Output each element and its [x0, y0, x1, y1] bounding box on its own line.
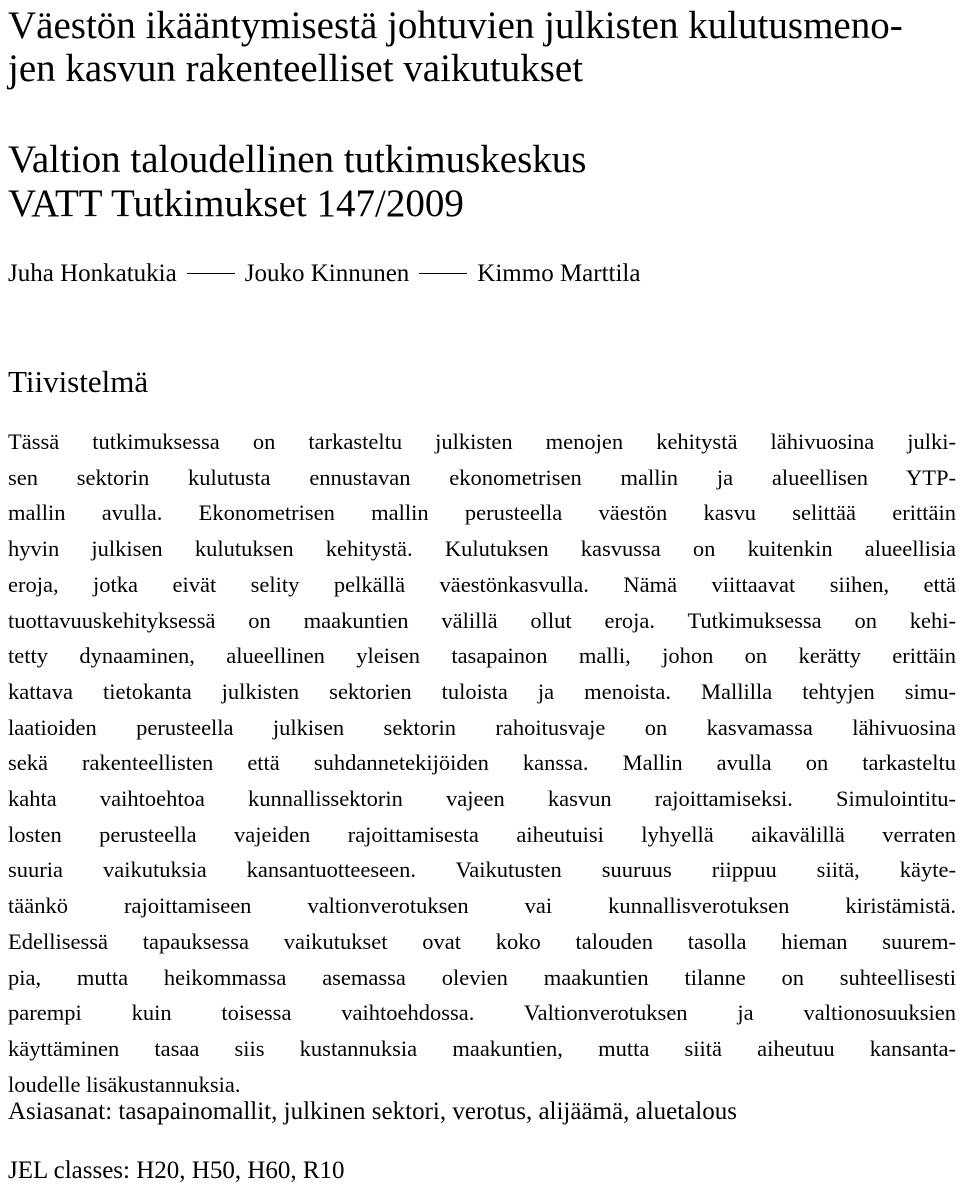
jel-classes-line: JEL classes: H20, H50, H60, R10 — [8, 1157, 345, 1184]
keywords-line: Asiasanat: tasapainomallit, julkinen sektori, verotus, alijäämä, aluetalous — [8, 1098, 737, 1125]
abstract-line: mallin avulla. Ekonometrisen mallin perusteella väestön kasvu selittää erittäin — [8, 500, 956, 526]
abstract-body — [8, 424, 956, 1102]
abstract-line: losten perusteella vajeiden rajoittamisesta aiheutuisi lyhyellä aikavälillä verraten — [8, 821, 956, 847]
document-title — [8, 4, 903, 90]
abstract-line: suuria vaikutuksia kansantuotteeseen. Vaikutusten suuruus riippuu siitä, käyte- — [8, 857, 956, 883]
author-name: Kimmo Marttila — [477, 260, 641, 287]
publisher-block — [8, 138, 586, 226]
series-number: VATT Tutkimukset 147/2009 — [8, 182, 464, 225]
author-name: Juha Honkatukia — [8, 260, 177, 287]
abstract-line: sekä rakenteellisten että suhdannetekijöiden kanssa. Mallin avulla on tarkasteltu — [8, 750, 956, 776]
institute-name: Valtion taloudellinen tutkimuskeskus — [8, 138, 587, 181]
abstract-line: käyttäminen tasaa siis kustannuksia maakuntien, mutta siitä aiheutuu kansanta- — [8, 1035, 956, 1061]
abstract-line: Edellisessä tapauksessa vaikutukset ovat koko talouden tasolla hieman suurem- — [8, 928, 956, 954]
title-line: Väestön ikääntymisestä johtuvien julkisten kulutusmeno- — [8, 4, 903, 47]
author-separator — [187, 273, 235, 274]
author-separator — [419, 273, 467, 274]
abstract-line: kattava tietokanta julkisten sektorien tuloista ja menoista. Mallilla tehtyjen simu- — [8, 678, 956, 704]
abstract-line: sen sektorin kulutusta ennustavan ekonometrisen mallin ja alueellisen YTP- — [8, 464, 956, 490]
abstract-line: Tässä tutkimuksessa on tarkasteltu julkisten menojen kehitystä lähivuosina julki- — [8, 429, 956, 454]
abstract-line: laatioiden perusteella julkisen sektorin rahoitusvaje on kasvamassa lähivuosina — [8, 714, 956, 740]
abstract-line: pia, mutta heikommassa asemassa olevien maakuntien tilanne on suhteellisesti — [8, 964, 956, 990]
abstract-line: hyvin julkisen kulutuksen kehitystä. Kulutuksen kasvussa on kuitenkin alueellisia — [8, 536, 956, 562]
abstract-line: tetty dynaaminen, alueellinen yleisen tasapainon malli, johon on kerätty erittäin — [8, 643, 956, 669]
title-line: jen kasvun rakenteelliset vaikutukset — [8, 47, 584, 90]
abstract-line: kahta vaihtoehtoa kunnallissektorin vajeen kasvun rajoittamiseksi. Simulointitu- — [8, 786, 956, 812]
abstract-line: parempi kuin toisessa vaihtoehdossa. Valtionverotuksen ja valtionosuuksien — [8, 1000, 956, 1026]
abstract-line: täänkö rajoittamiseen valtionverotuksen vai kunnallisverotuksen kiristämistä. — [8, 893, 956, 919]
author-name: Jouko Kinnunen — [244, 260, 410, 287]
abstract-line: eroja, jotka eivät selity pelkällä väestönkasvulla. Nämä viittaavat siihen, että — [8, 571, 956, 597]
abstract-line: tuottavuuskehityksessä on maakuntien välillä ollut eroja. Tutkimuksessa on kehi- — [8, 607, 956, 633]
author-list — [8, 257, 640, 291]
abstract-line: loudelle lisäkustannuksia. — [8, 1071, 241, 1097]
abstract-heading: Tiivistelmä — [8, 364, 149, 399]
